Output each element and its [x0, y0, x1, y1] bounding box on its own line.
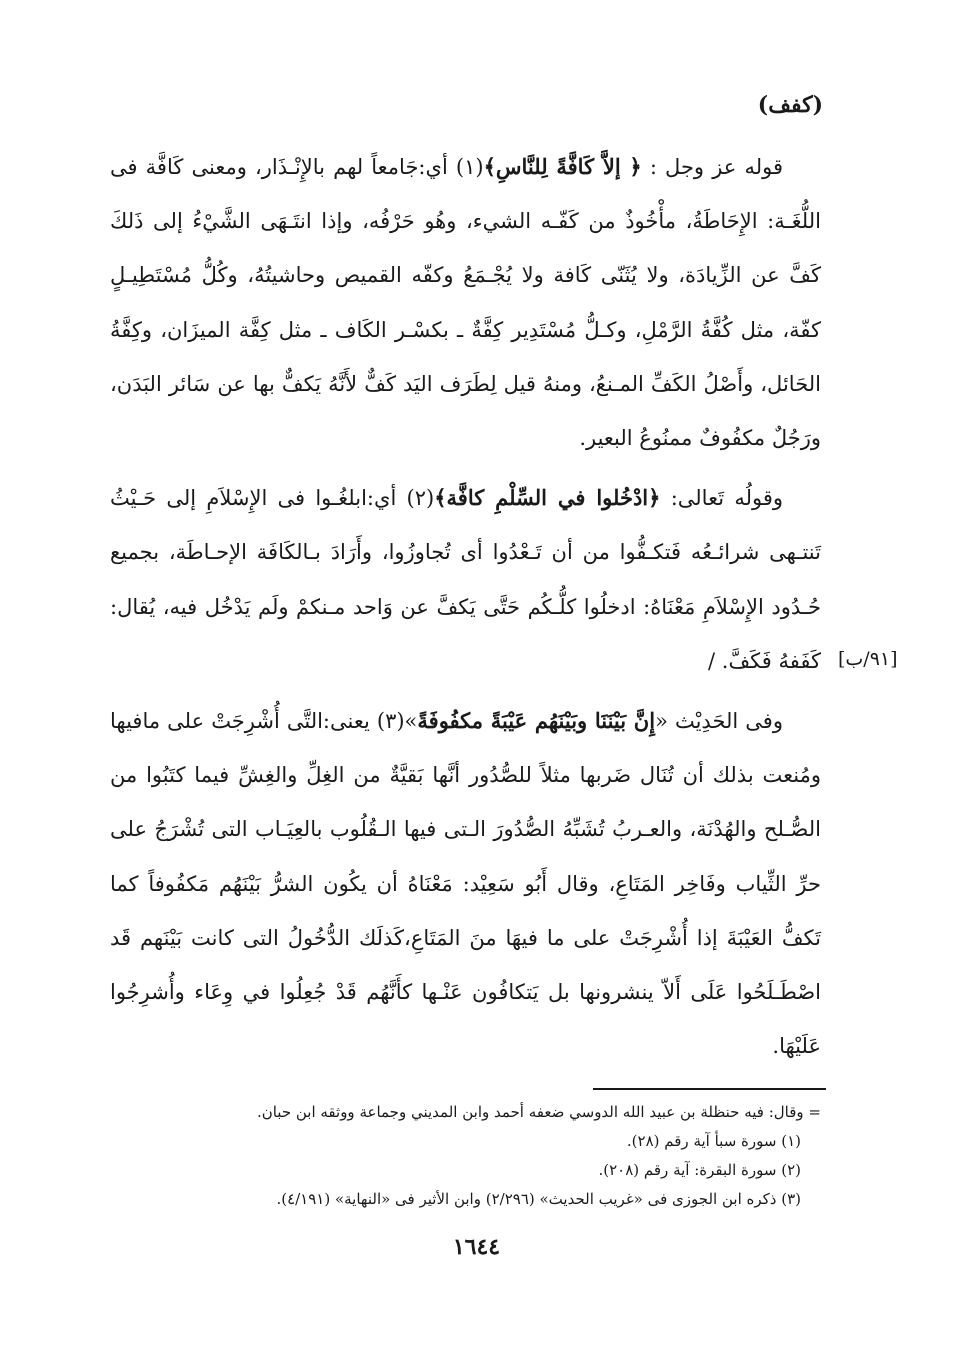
footnote-divider	[593, 1088, 826, 1090]
text-segment: »(٣) يعنى:التَّى أُشْرِجَتْ على مافيها ومُنعت بذلك أن تُنَال ضَربها مثلاً للصُّدُور أنَّها بَقيَّةٌ من الغِلِّ والغِشِّ فيما كتَبُوا من الصُّـلح والهُدْنَة، والعـربُ تُشَبِّهُ الصُّدُورَ الـتى فيها الـقُلُوب بالعِيَـاب التى تُشْرَجُ على حرِّ الثِّياب وفَاخِر المَتَاعِ، وقال أَبُو سَعِيْد: مَعْنَاهُ أن يكُون الشرُّ بَيْنَهُم مَكفُوفاً كما تَكفُّ العَيْبَةَ إذا أُشْرِجَتْ على ما فيهَا منَ المَتَاعِ،كَذلَك الدُّخُولُ التى كانت بَيْنَهم قَد اصْطَـلَحُوا عَلَى أَلاّ ينشرونها بل يَتكافُون عَنْـها كأَنَّهُم قَدْ جُعِلُوا في وِعَاء وأُشرِجُوا عَلَيْهَا.	[110, 709, 821, 1059]
quran-quote: ﴿ادْخُلوا في السِّلْمِ كافَّة﴾	[434, 485, 661, 511]
manuscript-folio-ref: [٩١/ب]	[838, 648, 898, 670]
footnotes	[110, 1098, 821, 1214]
entry-heading: (كفف)	[757, 92, 823, 118]
text-segment: (٢) أي:ابلغُـوا فى الإِسْلاَمِ إلى حَـيْثُ تَنتـهى شرائـعُه فَتكـفُّوا من أن تَـعْدُوا أى تُجاوزُوا، وأَرَادَ بـالكَافَة الإحـاطَة، بجميع حُـدُود الإِسْلاَمِ مَعْنَاهُ: ادخلُوا كلُّـكُم حَتَّى يَكفَّ عن وَاحد مـنكمْ ولَم يَدْخُل فيه، يُقال: كَفَفهُ فَكَفَّ. /	[110, 486, 821, 673]
hadith-quote: إِنَّ بَيْنَنَا وبَيْنَهُم عَيْبَةً مكفُوفَةً	[417, 708, 656, 734]
text-segment: وقولُه تَعالى:	[660, 486, 784, 511]
footnote-1: (١) سورة سبأ آية رقم (٢٨).	[626, 1132, 801, 1150]
page-number: ١٦٤٤	[452, 1234, 501, 1260]
footnote-continued: = وقال: فيه حنظلة بن عبيد الله الدوسي ضعفه أحمد وابن المديني وجماعة ووثقه ابن حبان.	[256, 1103, 821, 1121]
paragraph-3	[110, 694, 821, 1073]
paragraph-2	[110, 471, 821, 688]
footnote-3: (٣) ذكره ابن الجوزى فى «غريب الحديث» (٢/٢٩٦) وابن الأثير فى «النهاية» (٤/١٩١).	[276, 1190, 801, 1208]
text-segment: وفى الحَدِيْث «	[655, 709, 783, 734]
text-segment: قوله عز وجل :	[641, 155, 783, 179]
main-text	[110, 140, 821, 1079]
paragraph-1	[110, 140, 821, 465]
footnote-2: (٢) سورة البقرة: آية رقم (٢٠٨).	[598, 1161, 801, 1179]
text-segment: (١) أي:جَامعاً لهم بالإِنْـذَار، ومعنى كَافَّة فى اللُّغَـة: الإِحَاطَةُ، مأْخُوذٌ من كَفّـه الشيء، وهُو حَرْفُه، وإذا انتَـهَى الشَّيْءُ إلى ذَلكَ كَفَّ عن الزِّيادَة، ولا يُثَنّى كَافة ولا يُجْـمَعُ وكفّه القميص وحاشيتُهُ، وكُلُّ مُسْتَطِيـلٍ كفّة، مثل كُفَّةُ الرَّمْلِ، وكـلُّ مُسْتَدِير كِفَّةٌ ـ بكسْـر الكَاف ـ مثل كِفَّة الميزَان، وكِفَّةُ الحَائل، وأَصْلُ الكَفِّ المـنعُ، ومنهُ قيل لِطَرَف اليَد كَفٌّ لأَنَّهُ يَكفٌّ بها عن سَائر البَدَن، ورَجُلٌ مكفُوفٌ ممنُوعُ البعير.	[110, 155, 821, 451]
quran-quote: ﴿ إلاَّ كَافَّةً لِلنَّاسِ﴾	[483, 154, 642, 179]
